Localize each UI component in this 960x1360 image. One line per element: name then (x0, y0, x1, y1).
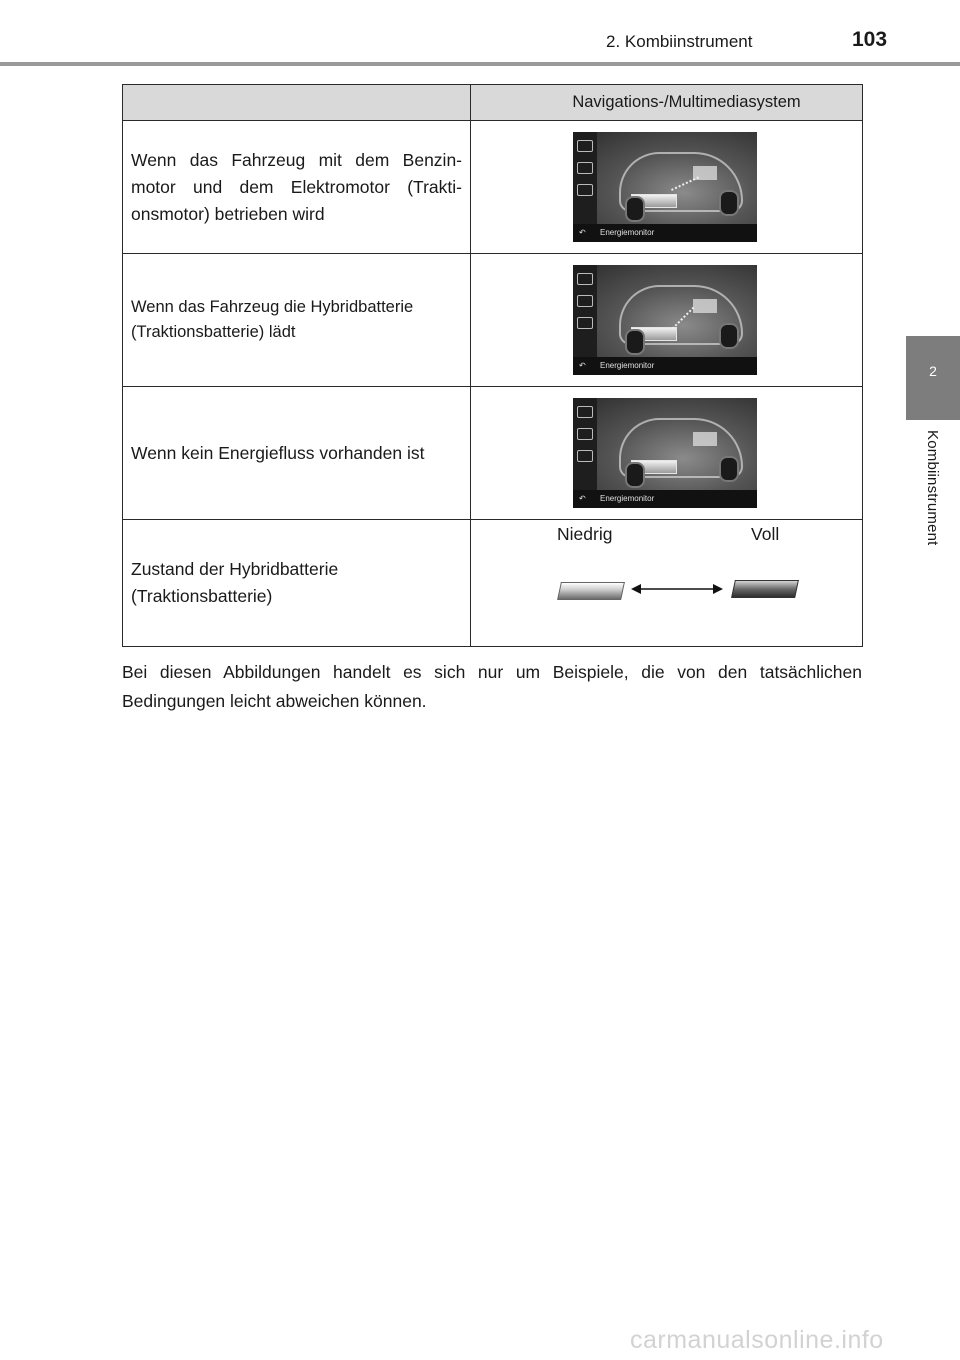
double-arrow-icon (631, 580, 723, 598)
screen-title: Energiemonitor (600, 361, 655, 370)
screen-menu-icon (577, 273, 593, 285)
screen-cell (471, 387, 863, 520)
row-label: Wenn kein Energiefluss vorhanden ist (123, 387, 471, 520)
wheel-graphic (625, 329, 645, 355)
back-arrow-icon: ↶ (579, 494, 586, 503)
wheel-graphic (719, 190, 739, 216)
table-header-empty-cell (123, 85, 471, 121)
energy-monitor-screenshot (573, 398, 757, 508)
wheel-graphic (719, 323, 739, 349)
page-number: 103 (852, 28, 888, 51)
engine-graphic (693, 432, 717, 446)
energy-monitor-table (122, 84, 863, 647)
screen-footer (573, 224, 757, 242)
screen-title: Energiemonitor (600, 494, 655, 503)
screen-menu-icon (577, 295, 593, 307)
screen-footer (573, 357, 757, 375)
footnote: Bei diesen Abbildungen handelt es sich nur um Beispiele, die von den tatsächlichen Bedingungen leicht abweichen können. (122, 662, 862, 711)
chapter-number: 2 (929, 363, 937, 379)
row-label: Wenn das Fahrzeug die Hybridbatterie (Traktionsbatterie) lädt (123, 254, 471, 387)
energy-monitor-screenshot (573, 132, 757, 242)
screen-title: Energiemonitor (600, 228, 655, 237)
column-header: Navigations-/Multimediasystem (572, 93, 801, 111)
back-arrow-icon: ↶ (579, 361, 586, 370)
back-arrow-icon: ↶ (579, 228, 586, 237)
screen-menu-icon (577, 317, 593, 329)
table-row (123, 520, 863, 647)
screen-footer (573, 490, 757, 508)
screen-menu-icon (577, 406, 593, 418)
row-label: Wenn das Fahrzeug mit dem Benzin-motor und dem Elektromotor (Trakti-onsmotor) betrieben wird (123, 121, 471, 254)
screen-menu-icon (577, 184, 593, 196)
header-divider (0, 62, 960, 66)
row-label: Zustand der Hybridbatterie (Traktionsbatterie) (123, 520, 471, 647)
level-high-label: Voll (751, 524, 780, 544)
battery-full-graphic (731, 580, 799, 598)
table-header-cell (471, 85, 863, 121)
chapter-tab (906, 336, 960, 420)
level-low-label: Niedrig (557, 524, 613, 544)
battery-level-cell (471, 520, 863, 647)
section-title: 2. Kombiinstrument (606, 32, 753, 51)
watermark: carmanualsonline.info (630, 1326, 884, 1354)
screen-cell (471, 254, 863, 387)
battery-level-legend (471, 520, 862, 610)
table-header-row (123, 85, 863, 121)
screen-menu-icon (577, 162, 593, 174)
wheel-graphic (719, 456, 739, 482)
screen-menu-icon (577, 140, 593, 152)
screen-cell (471, 121, 863, 254)
wheel-graphic (625, 196, 645, 222)
screen-menu-icon (577, 428, 593, 440)
wheel-graphic (625, 462, 645, 488)
table-row (123, 121, 863, 254)
table-row (123, 387, 863, 520)
chapter-label: Kombiinstrument (924, 430, 941, 546)
screen-menu-icon (577, 450, 593, 462)
energy-monitor-screenshot (573, 265, 757, 375)
battery-empty-graphic (557, 582, 625, 600)
table-row (123, 254, 863, 387)
